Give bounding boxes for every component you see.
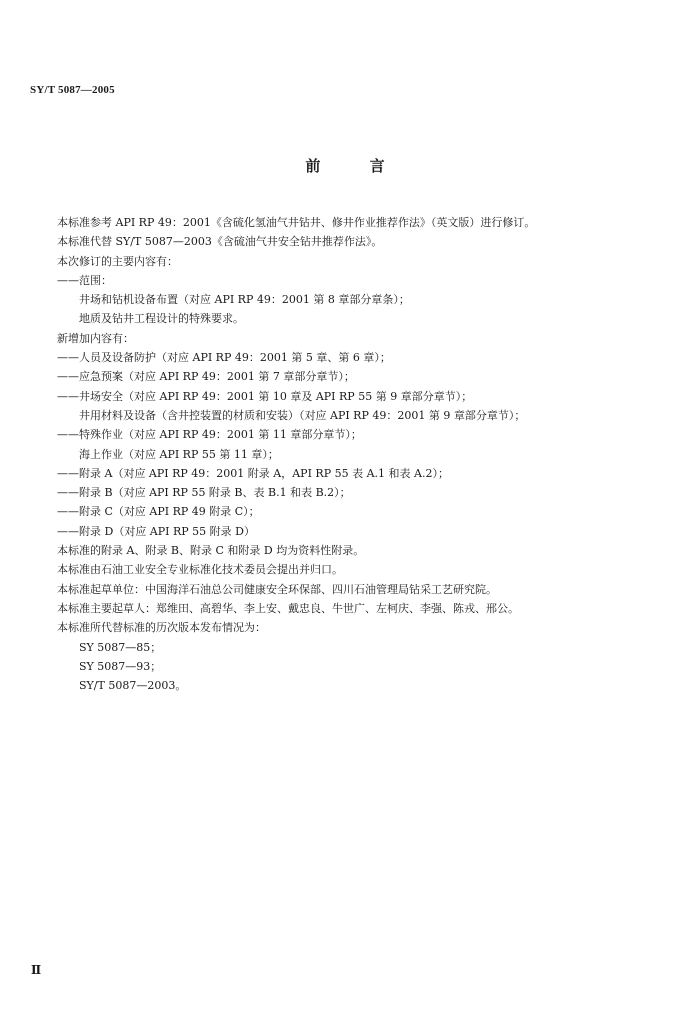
text-line: 本标准起草单位：中国海洋石油总公司健康安全环保部、四川石油管理局钻采工艺研究院。 bbox=[57, 582, 497, 596]
title-char-1: 前 bbox=[305, 157, 321, 175]
text-line: SY 5087—93； bbox=[79, 659, 162, 673]
text-line: ——附录 B（对应 API RP 55 附录 B、表 B.1 和表 B.2）； bbox=[57, 486, 351, 500]
text-line: 本标准代替 SY/T 5087—2003《含硫油气井安全钻井推荐作法》。 bbox=[57, 235, 383, 249]
standard-code: SY/T 5087—2005 bbox=[30, 84, 115, 96]
text-line: 本标准由石油工业安全专业标准化技术委员会提出并归口。 bbox=[57, 563, 343, 577]
text-line: ——附录 A（对应 API RP 49：2001 附录 A，API RP 55 表 A.1 和表 A.2）； bbox=[57, 466, 449, 480]
text-line: 井场和钻机设备布置（对应 API RP 49：2001 第 8 章部分章条）； bbox=[79, 293, 410, 307]
page-number: Ⅱ bbox=[31, 963, 42, 977]
text-line: SY 5087—85； bbox=[79, 640, 162, 654]
page-title bbox=[0, 155, 690, 176]
text-line: 本次修订的主要内容有： bbox=[57, 254, 178, 268]
text-line: 本标准参考 API RP 49：2001《含硫化氢油气井钻井、修井作业推荐作法》（英文版）进行修订。 bbox=[57, 216, 536, 229]
text-line: 海上作业（对应 API RP 55 第 11 章）； bbox=[79, 447, 279, 461]
text-line: 本标准主要起草人：郑维田、高碧华、李上安、戴忠良、牛世广、左柯庆、李强、陈戎、邢公。 bbox=[57, 601, 519, 615]
text-line: 地质及钻井工程设计的特殊要求。 bbox=[79, 312, 244, 326]
text-line: SY/T 5087—2003。 bbox=[79, 679, 187, 693]
text-line: ——人员及设备防护（对应 API RP 49：2001 第 5 章、第 6 章）； bbox=[57, 351, 391, 365]
text-line: ——井场安全（对应 API RP 49：2001 第 10 章及 API RP 55 第 9 章部分章节）； bbox=[57, 389, 473, 403]
text-line: ——附录 C（对应 API RP 49 附录 C）； bbox=[57, 505, 260, 519]
title-char-2: 言 bbox=[369, 157, 385, 175]
text-line: ——应急预案（对应 API RP 49：2001 第 7 章部分章节）； bbox=[57, 370, 355, 384]
text-line: 本标准所代替标准的历次版本发布情况为： bbox=[57, 621, 266, 635]
text-line: ——特殊作业（对应 API RP 49：2001 第 11 章部分章节）； bbox=[57, 428, 362, 442]
text-line: ——范围： bbox=[57, 273, 112, 287]
text-line: 本标准的附录 A、附录 B、附录 C 和附录 D 均为资料性附录。 bbox=[57, 544, 365, 558]
text-line: 新增加内容有： bbox=[57, 331, 134, 345]
text-line: ——附录 D（对应 API RP 55 附录 D） bbox=[57, 524, 255, 538]
text-line: 井用材料及设备（含井控装置的材质和安装）（对应 API RP 49：2001 第 9 章部分章节）； bbox=[79, 408, 526, 422]
foreword-body bbox=[57, 213, 657, 695]
